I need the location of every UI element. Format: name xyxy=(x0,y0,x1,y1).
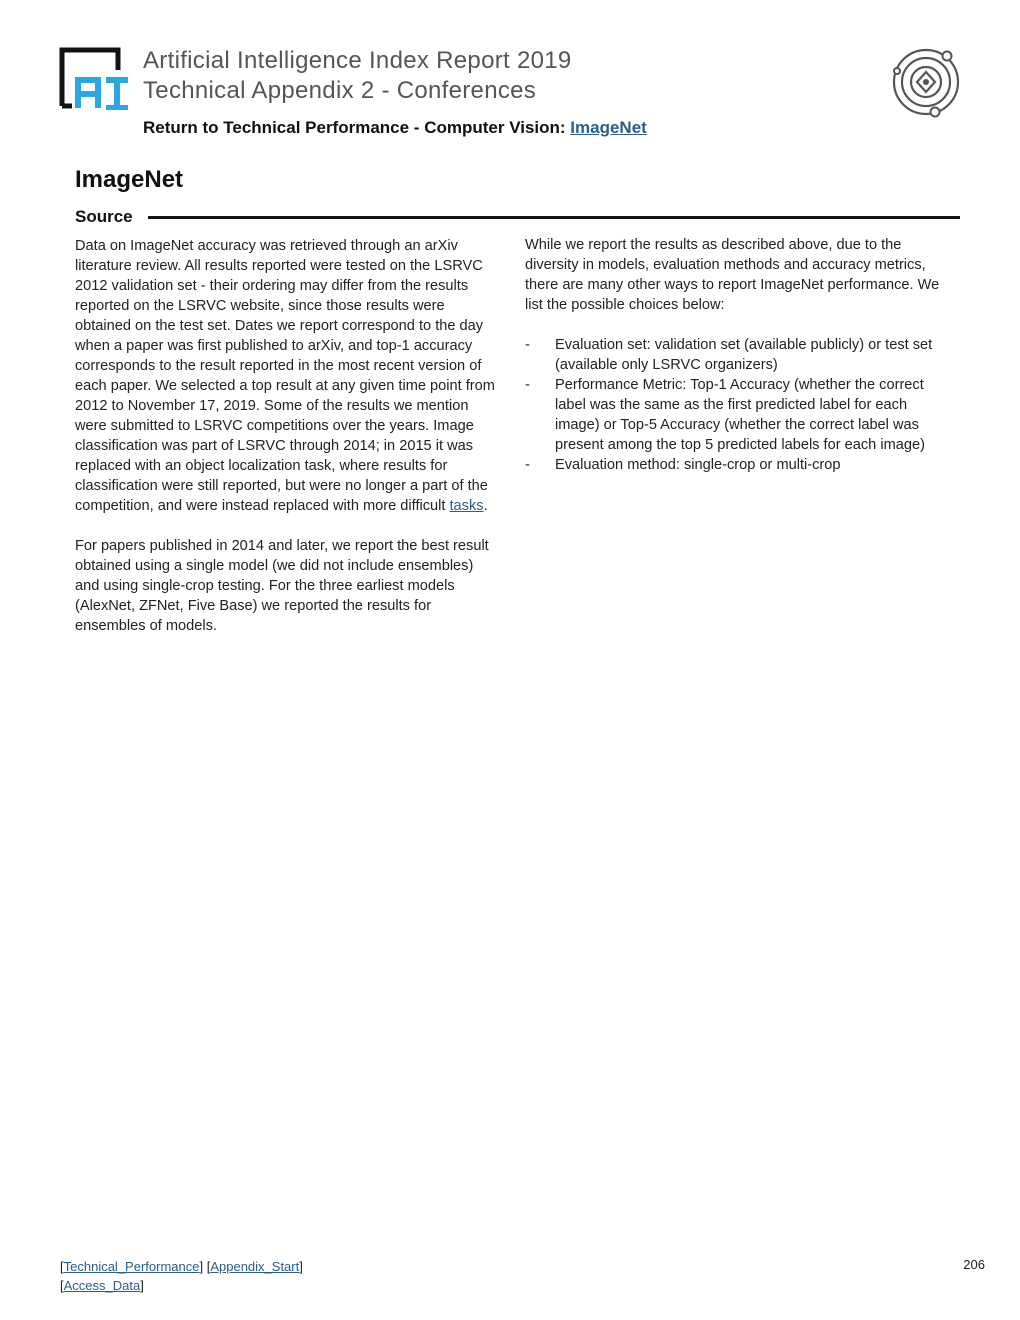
appendix-start-link[interactable]: Appendix_Start xyxy=(210,1259,300,1274)
bullet-dash: - xyxy=(525,337,530,353)
return-imagenet-link[interactable]: ImageNet xyxy=(570,118,647,137)
footer-line-2: [Access_Data] xyxy=(60,1278,144,1293)
source-divider xyxy=(148,216,960,219)
footer-line-1: [Technical_Performance] [Appendix_Start] xyxy=(60,1259,303,1274)
ai-index-logo xyxy=(58,46,130,110)
page-number: 206 xyxy=(963,1257,985,1272)
list-item-text: Evaluation method: single-crop or multi-crop xyxy=(555,457,841,473)
left-paragraph-1-text: Data on ImageNet accuracy was retrieved through an arXiv literature review. All results reported were tested on the LSRVC 2012 validation set - their ordering may differ from the results reported on the LSRVC website, since those results were obtained on the test set. Dates we report correspond to the day when a paper was first published to arXiv, and top-1 accuracy corresponds to the result reported in the most recent version of each paper. We selected a top result at any given time point from 2012 to November 17, 2019. Some of the results we mention were submitted to LSRVC competitions over the years. Image classification was part of LSRVC through 2014; in 2015 it was replaced with an object localization task, where results for classification were still reported, but were no longer a part of the competition, and were instead replaced with more difficult xyxy=(75,238,495,514)
return-line xyxy=(143,118,647,138)
left-paragraph-1-end: . xyxy=(483,498,488,514)
list-item-text: Performance Metric: Top-1 Accuracy (whether the correct label was the same as the first predicted label for each image) or Top-5 Accuracy (whether the correct label was present among the top 5 predicted labels for each image) xyxy=(555,377,925,453)
return-prefix: Return to Technical Performance - Computer Vision: xyxy=(143,118,571,137)
right-column xyxy=(525,235,945,475)
source-heading: Source xyxy=(75,207,133,226)
list-item xyxy=(525,375,945,455)
choices-list xyxy=(525,335,945,475)
appendix-title: Technical Appendix 2 - Conferences xyxy=(143,77,537,104)
report-title-block xyxy=(143,46,572,106)
list-item xyxy=(525,335,945,375)
footer-links xyxy=(60,1257,303,1295)
report-title: Artificial Intelligence Index Report 2019 xyxy=(143,47,572,74)
list-item xyxy=(525,455,945,475)
bullet-dash: - xyxy=(525,377,530,393)
access-data-link[interactable]: Access_Data xyxy=(63,1278,141,1293)
technical-performance-link[interactable]: Technical_Performance xyxy=(63,1259,200,1274)
list-item-text: Evaluation set: validation set (available publicly) or test set (available only LSRVC organizers) xyxy=(555,337,933,373)
tasks-link[interactable]: tasks xyxy=(449,498,484,514)
left-paragraph-2: For papers published in 2014 and later, we report the best result obtained using a single model (we did not include ensembles) and using single-crop testing. For the three earliest models (AlexNet, ZFNet, Five Base) we reported the results for ensembles of models. xyxy=(75,538,489,634)
left-column xyxy=(75,236,495,656)
orbit-badge-icon xyxy=(888,45,964,119)
bullet-dash: - xyxy=(525,457,530,473)
left-paragraph-1 xyxy=(75,236,495,516)
section-title: ImageNet xyxy=(75,166,184,193)
right-intro-paragraph: While we report the results as described above, due to the diversity in models, evaluation methods and accuracy metrics, there are many other ways to report ImageNet performance. We list the possible choices below: xyxy=(525,237,940,313)
source-heading-row xyxy=(75,207,960,229)
